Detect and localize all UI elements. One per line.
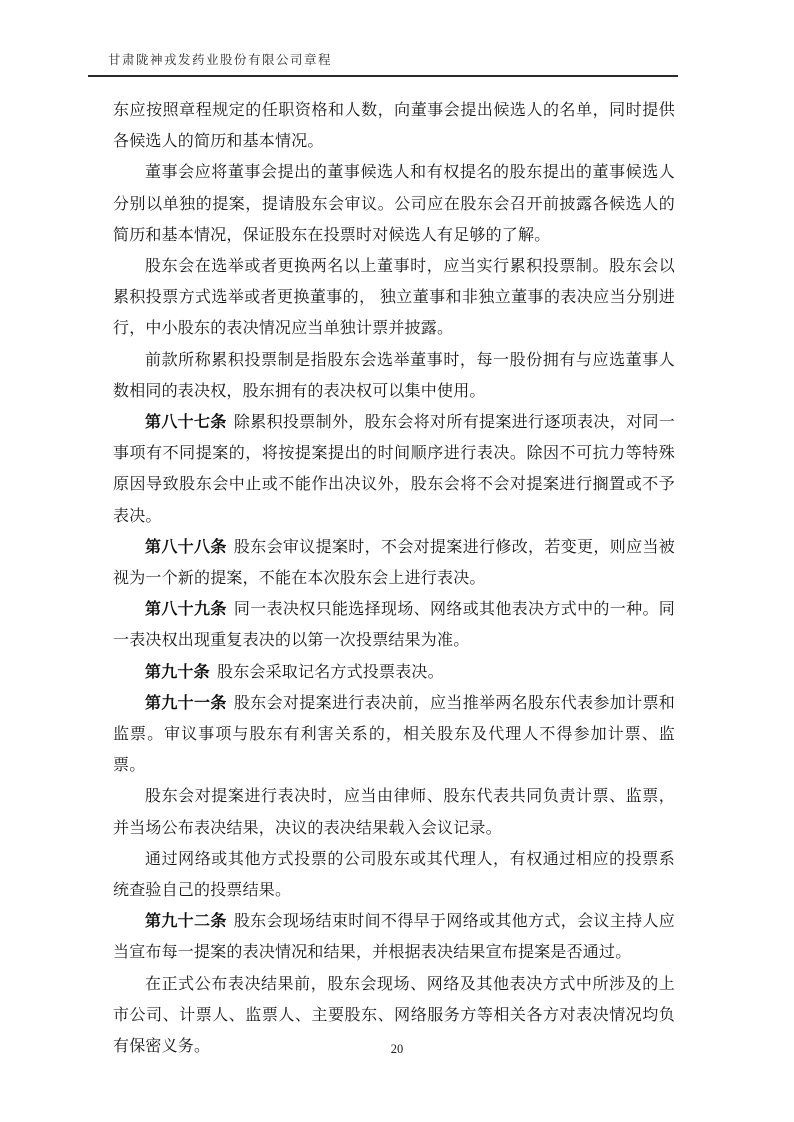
article-number: 第九十条 bbox=[145, 663, 210, 681]
paragraph-text: 通过网络或其他方式投票的公司股东或其代理人，有权通过相应的投票系统查验自己的投票结果。 bbox=[113, 850, 675, 900]
paragraph bbox=[113, 251, 675, 345]
article-number: 第八十九条 bbox=[145, 601, 227, 619]
page-number: 20 bbox=[390, 1042, 404, 1056]
paragraph bbox=[113, 657, 675, 688]
paragraph-text: 在正式公布表决结果前，股东会现场、网络及其他表决方式中所涉及的上市公司、计票人、监票人、主要股东、网络服务方等相关各方对表决情况均负有保密义务。 bbox=[113, 975, 675, 1056]
article-number: 第八十七条 bbox=[145, 414, 227, 432]
header-title: 甘肃陇神戎发药业股份有限公司章程 bbox=[108, 53, 333, 67]
paragraph-text: 东应按照章程规定的任职资格和人数，向董事会提出候选人的名单，同时提供各候选人的简历和基本情况。 bbox=[113, 102, 675, 151]
paragraph-text: 股东会在选举或者更换两名以上董事时，应当实行累积投票制。股东会以累积投票方式选举或者更换董事的， 独立董事和非独立董事的表决应当分别进行，中小股东的表决情况应当单独计票并披露。 bbox=[113, 258, 675, 338]
page-header bbox=[88, 50, 678, 77]
paragraph-text: 同一表决权只能选择现场、网络或其他表决方式中的一种。同一表决权出现重复表决的以第一次投票结果为准。 bbox=[113, 601, 675, 650]
paragraph-text: 前款所称累积投票制是指股东会选举董事时，每一股份拥有与应选董事人数相同的表决权，股东拥有的表决权可以集中使用。 bbox=[113, 351, 675, 400]
paragraph-text: 股东会对提案进行表决时，应当由律师、股东代表共同负责计票、监票，并当场公布表决结果，决议的表决结果载入会议记录。 bbox=[113, 788, 675, 837]
paragraph bbox=[113, 688, 675, 782]
paragraph-text: 董事会应将董事会提出的董事候选人和有权提名的股东提出的董事候选人分别以单独的提案，提请股东会审议。公司应在股东会召开前披露各候选人的简历和基本情况，保证股东在投票时对候选人有足够的了解。 bbox=[113, 164, 675, 244]
paragraph-text: 股东会采取记名方式投票表决。 bbox=[217, 663, 444, 681]
paragraph-text: 股东会现场结束时间不得早于网络或其他方式，会议主持人应当宣布每一提案的表决情况和结果，并根据表决结果宣布提案是否通过。 bbox=[113, 913, 675, 962]
document-body bbox=[113, 95, 675, 1062]
paragraph-text: 股东会审议提案时，不会对提案进行修改，若变更，则应当被视为一个新的提案，不能在本次股东会上进行表决。 bbox=[113, 538, 675, 588]
paragraph bbox=[113, 95, 675, 157]
paragraph bbox=[113, 532, 675, 594]
page-footer bbox=[0, 1040, 794, 1058]
article-number: 第九十二条 bbox=[145, 913, 227, 931]
paragraph bbox=[113, 594, 675, 656]
paragraph bbox=[113, 844, 675, 906]
paragraph-text: 除累积投票制外，股东会将对所有提案进行逐项表决，对同一事项有不同提案的，将按提案提出的时间顺序进行表决。除因不可抗力等特殊原因导致股东会中止或不能作出决议外，股东会将不会对提案进行搁置或不予表决。 bbox=[113, 414, 675, 525]
article-number: 第九十一条 bbox=[145, 694, 227, 712]
paragraph bbox=[113, 906, 675, 968]
paragraph bbox=[113, 345, 675, 407]
paragraph bbox=[113, 407, 675, 532]
paragraph bbox=[113, 781, 675, 843]
paragraph bbox=[113, 157, 675, 251]
paragraph-text: 股东会对提案进行表决前，应当推举两名股东代表参加计票和监票。审议事项与股东有利害关系的，相关股东及代理人不得参加计票、监票。 bbox=[113, 694, 675, 775]
article-number: 第八十八条 bbox=[145, 538, 227, 556]
